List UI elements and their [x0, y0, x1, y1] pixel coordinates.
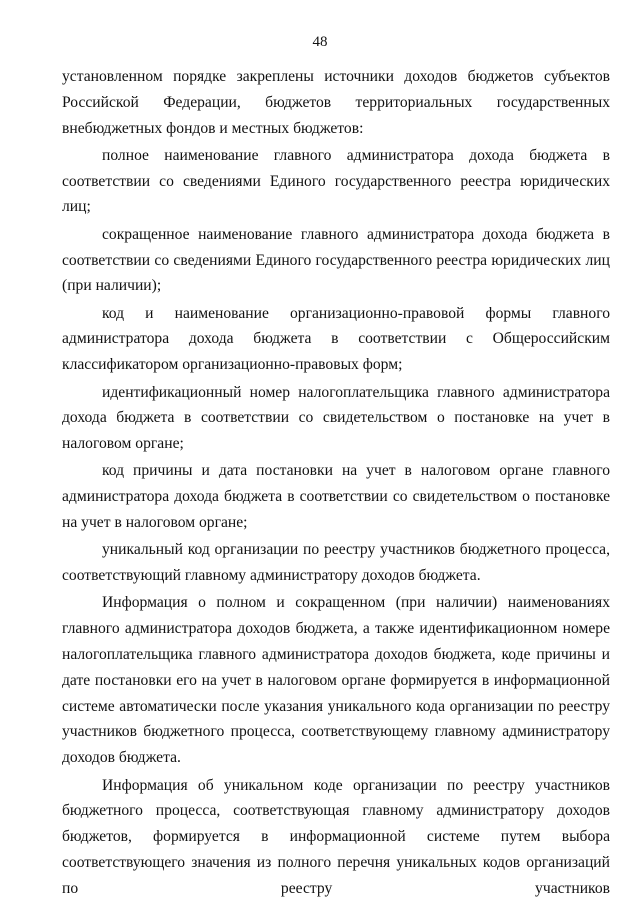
paragraph-taxpayer-id: идентификационный номер налогоплательщика главного администратора дохода бюджета в соответствии со свидетельством о постановке на учет в налоговом органе; — [62, 383, 610, 453]
document-body — [62, 64, 610, 903]
paragraph-continuation: установленном порядке закреплены источники доходов бюджетов субъектов Российской Федерации, бюджетов территориальных государственных внебюджетных фондов и местных бюджетов: — [62, 68, 610, 137]
paragraph-short-name: сокращенное наименование главного администратора дохода бюджета в соответствии со сведениями Единого государственного реестра юридических лиц (при наличии); — [62, 225, 610, 295]
paragraph-registration-reason-code: код причины и дата постановки на учет в налоговом органе главного администратора дохода бюджета в соответствии со свидетельством о постановке на учет в налоговом органе; — [62, 462, 610, 532]
paragraph-full-name: полное наименование главного администратора дохода бюджета в соответствии со сведениями Единого государственного реестра юридических лиц; — [62, 146, 610, 216]
paragraph-unique-org-code: уникальный код организации по реестру участников бюджетного процесса, соответствующий главному администратору доходов бюджета. — [62, 541, 610, 585]
paragraph-information-formation: Информация о полном и сокращенном (при наличии) наименованиях главного администратора доходов бюджета, а также идентификационном номере налогоплательщика главного администратора доходов бюджета, коде причины и дате постановки его на учет в налоговом органе формируется в информационной системе автоматически после указания уникального кода организации по реестру участников бюджетного процесса, соответствующему главному администратору доходов бюджета. — [62, 594, 610, 767]
paragraph-legal-form-code: код и наименование организационно-правовой формы главного администратора дохода бюджета в соответствии с Общероссийским классификатором организационно-правовых форм; — [62, 304, 610, 374]
page-number: 48 — [312, 34, 328, 50]
paragraph-unique-code-selection: Информация об уникальном коде организации по реестру участников бюджетного процесса, соответствующая главному администратору доходов бюджетов, формируется в информационной системе путем выбора соответствующего значения из полного перечня уникальных кодов организаций по реестру участников — [62, 776, 610, 897]
